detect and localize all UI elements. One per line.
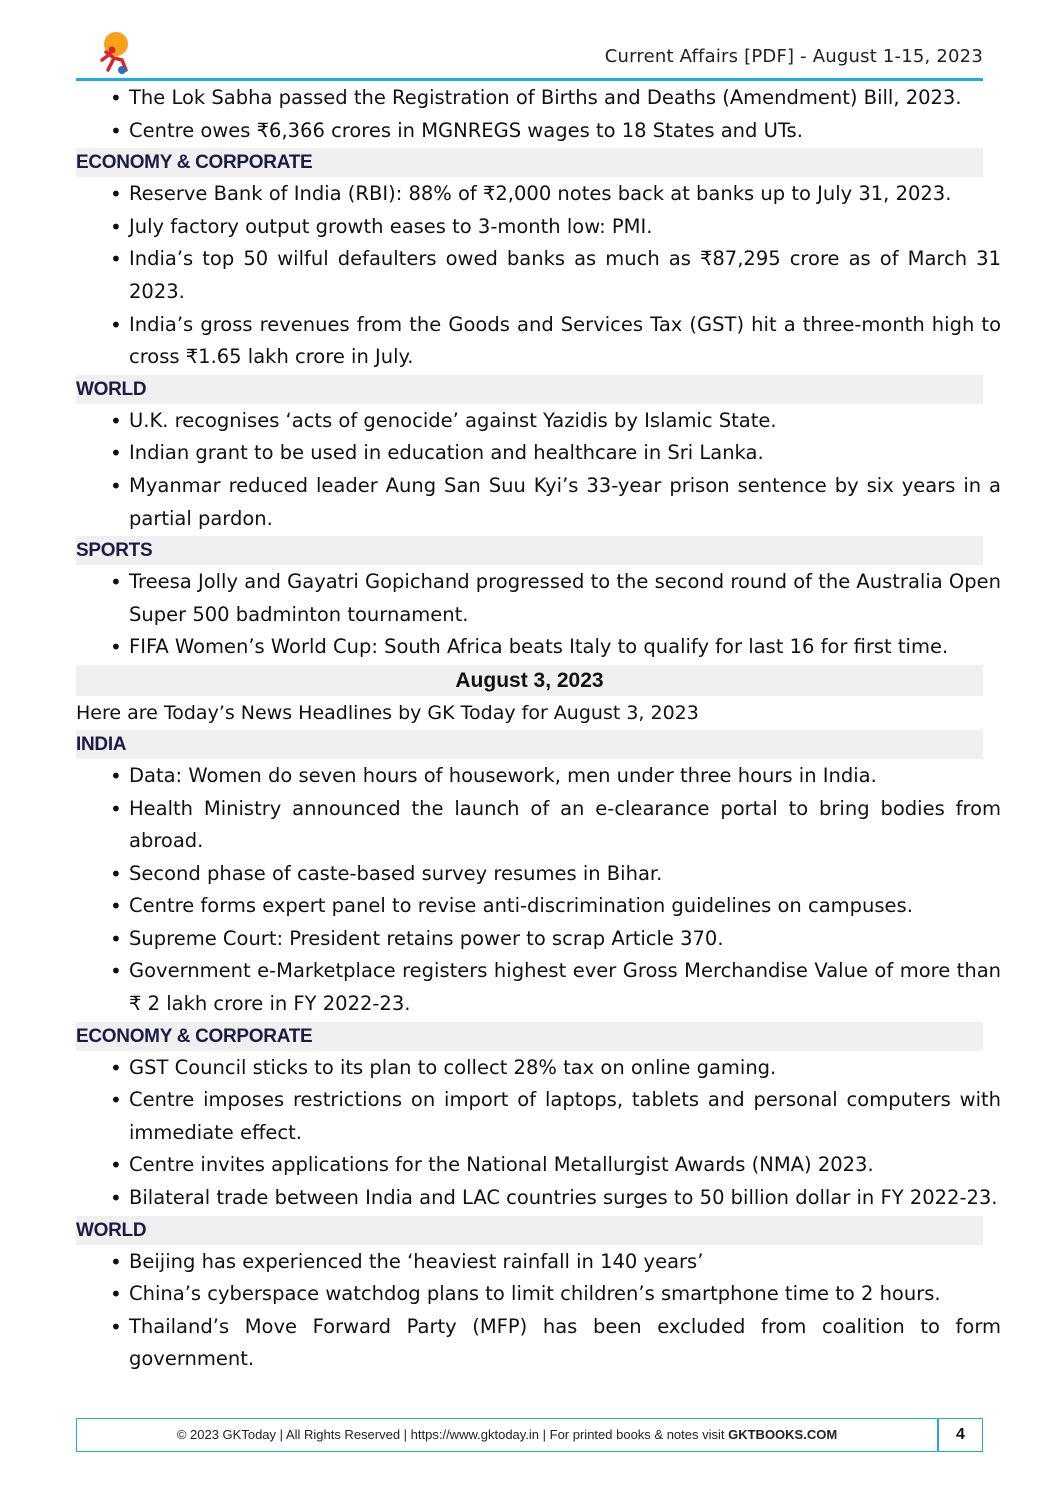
list-item-text: Treesa Jolly and Gayatri Gopichand progressed to the second round of the Australia Open Super 500 badminton tournament. [129,570,1001,626]
bullet-list [76,405,1001,535]
section-heading: WORLD [76,375,983,404]
bullet-icon: • [110,1153,122,1178]
list-item-text: FIFA Women’s World Cup: South Africa beats Italy to qualify for last 16 for first time. [129,635,949,659]
list-item-text: July factory output growth eases to 3-month low: PMI. [129,214,653,238]
bullet-icon: • [110,959,122,984]
list-item [76,1084,1001,1149]
section-heading: WORLD [76,1216,983,1245]
footer-text: © 2023 GKToday | All Rights Reserved | https://www.gktoday.in | For printed books & notes visit [176,1427,729,1442]
bullet-icon: • [110,214,122,239]
section-heading: ECONOMY & CORPORATE [76,148,983,177]
bullet-icon: • [110,1314,122,1339]
list-item [76,1182,1001,1215]
page-footer [76,1418,983,1452]
list-item [76,437,1001,470]
bullet-icon: • [110,408,122,433]
bullet-icon: • [110,861,122,886]
list-item [76,1246,1001,1279]
list-item [76,566,1001,631]
list-item [76,309,1001,374]
list-item [76,631,1001,664]
list-item-text: Reserve Bank of India (RBI): 88% of ₹2,000 notes back at banks up to July 31, 2023. [129,182,952,206]
list-item [76,760,1001,793]
list-item-text: Indian grant to be used in education and healthcare in Sri Lanka. [129,441,764,465]
section-heading: SPORTS [76,536,983,565]
intro-text: Here are Today’s News Headlines by GK Today for August 3, 2023 [76,701,699,724]
bullet-icon: • [110,1249,122,1274]
list-item-text: Supreme Court: President retains power to scrap Article 370. [129,926,724,950]
bullet-icon: • [110,570,122,595]
list-item [76,858,1001,891]
list-item-text: The Lok Sabha passed the Registration of Births and Deaths (Amendment) Bill, 2023. [129,86,962,109]
bullet-icon: • [110,1055,122,1080]
section-heading: ECONOMY & CORPORATE [76,1022,983,1051]
bullet-icon: • [110,441,122,466]
footer-copyright [77,1419,937,1451]
bullet-icon: • [110,118,122,143]
list-item [76,243,1001,308]
list-item [76,793,1001,858]
list-item [76,82,1001,115]
list-item [76,890,1001,923]
bullet-icon: • [110,473,122,498]
list-item-text: Second phase of caste-based survey resumes in Bihar. [129,861,663,885]
bullet-list [76,760,1001,1021]
list-item-text: Myanmar reduced leader Aung San Suu Kyi’s 33-year prison sentence by six years in a partial pardon. [129,473,1001,530]
section-heading: INDIA [76,730,983,759]
list-item-text: Government e-Marketplace registers highest ever Gross Merchandise Value of more than ₹ 2 lakh crore in FY 2022-23. [129,959,1001,1016]
bullet-icon: • [110,247,122,272]
date-heading: August 3, 2023 [76,665,983,696]
bullet-icon: • [110,312,122,337]
list-item [76,1052,1001,1085]
list-item-text: Thailand’s Move Forward Party (MFP) has been excluded from coalition to form government. [129,1314,1001,1371]
bullet-icon: • [110,763,122,788]
list-item [76,115,1001,148]
bullet-list [76,82,1001,147]
bullet-icon: • [110,182,122,207]
list-item-text: Beijing has experienced the ‘heaviest rainfall in 140 years’ [129,1249,704,1273]
bullet-list [76,1246,1001,1376]
bullet-list [76,178,1001,374]
list-item [76,1149,1001,1182]
list-item-text: India’s top 50 wilful defaulters owed banks as much as ₹87,295 crore as of March 31 2023. [129,247,1001,303]
list-item-text: Centre imposes restrictions on import of laptops, tablets and personal computers with immediate effect. [129,1088,1001,1144]
list-item [76,470,1001,535]
list-item-text: Centre owes ₹6,366 crores in MGNREGS wages to 18 States and UTs. [129,118,803,142]
list-item-text: Bilateral trade between India and LAC countries surges to 50 billion dollar in FY 2022-23. [129,1186,998,1210]
list-item-text: GST Council sticks to its plan to collect 28% tax on online gaming. [129,1055,777,1079]
bullet-list [76,1052,1001,1215]
list-item-text: India’s gross revenues from the Goods and Services Tax (GST) hit a three-month high to cross ₹1.65 lakh crore in July. [129,312,1001,369]
list-item [76,923,1001,956]
list-item [76,211,1001,244]
bullet-list [76,566,1001,664]
page-header [76,30,983,80]
bullet-icon: • [110,86,122,110]
list-item-text: Centre forms expert panel to revise anti-discrimination guidelines on campuses. [129,894,913,918]
document-title: Current Affairs [PDF] - August 1-15, 2023 [604,46,983,67]
list-item [76,1278,1001,1311]
page-content [76,82,1001,1376]
list-item [76,405,1001,438]
page-number: 4 [956,1426,965,1443]
list-item-text: U.K. recognises ‘acts of genocide’ against Yazidis by Islamic State. [129,408,777,432]
bullet-icon: • [110,1088,122,1113]
bullet-icon: • [110,1186,122,1211]
footer-brand[interactable]: GKTBOOKS.COM [728,1427,838,1442]
bullet-icon: • [110,796,122,821]
list-item-text: Centre invites applications for the National Metallurgist Awards (NMA) 2023. [129,1153,874,1177]
list-item-text: Data: Women do seven hours of housework, men under three hours in India. [129,763,877,787]
bullet-icon: • [110,1282,122,1307]
list-item [76,178,1001,211]
list-item [76,955,1001,1020]
list-item-text: China’s cyberspace watchdog plans to limit children’s smartphone time to 2 hours. [129,1282,941,1306]
gktoday-runner-logo-icon [92,30,132,78]
header-divider [76,78,983,81]
list-item [76,1311,1001,1376]
bullet-icon: • [110,635,122,660]
bullet-icon: • [110,894,122,919]
list-item-text: Health Ministry announced the launch of an e-clearance portal to bring bodies from abroad. [129,796,1001,853]
bullet-icon: • [110,926,122,951]
